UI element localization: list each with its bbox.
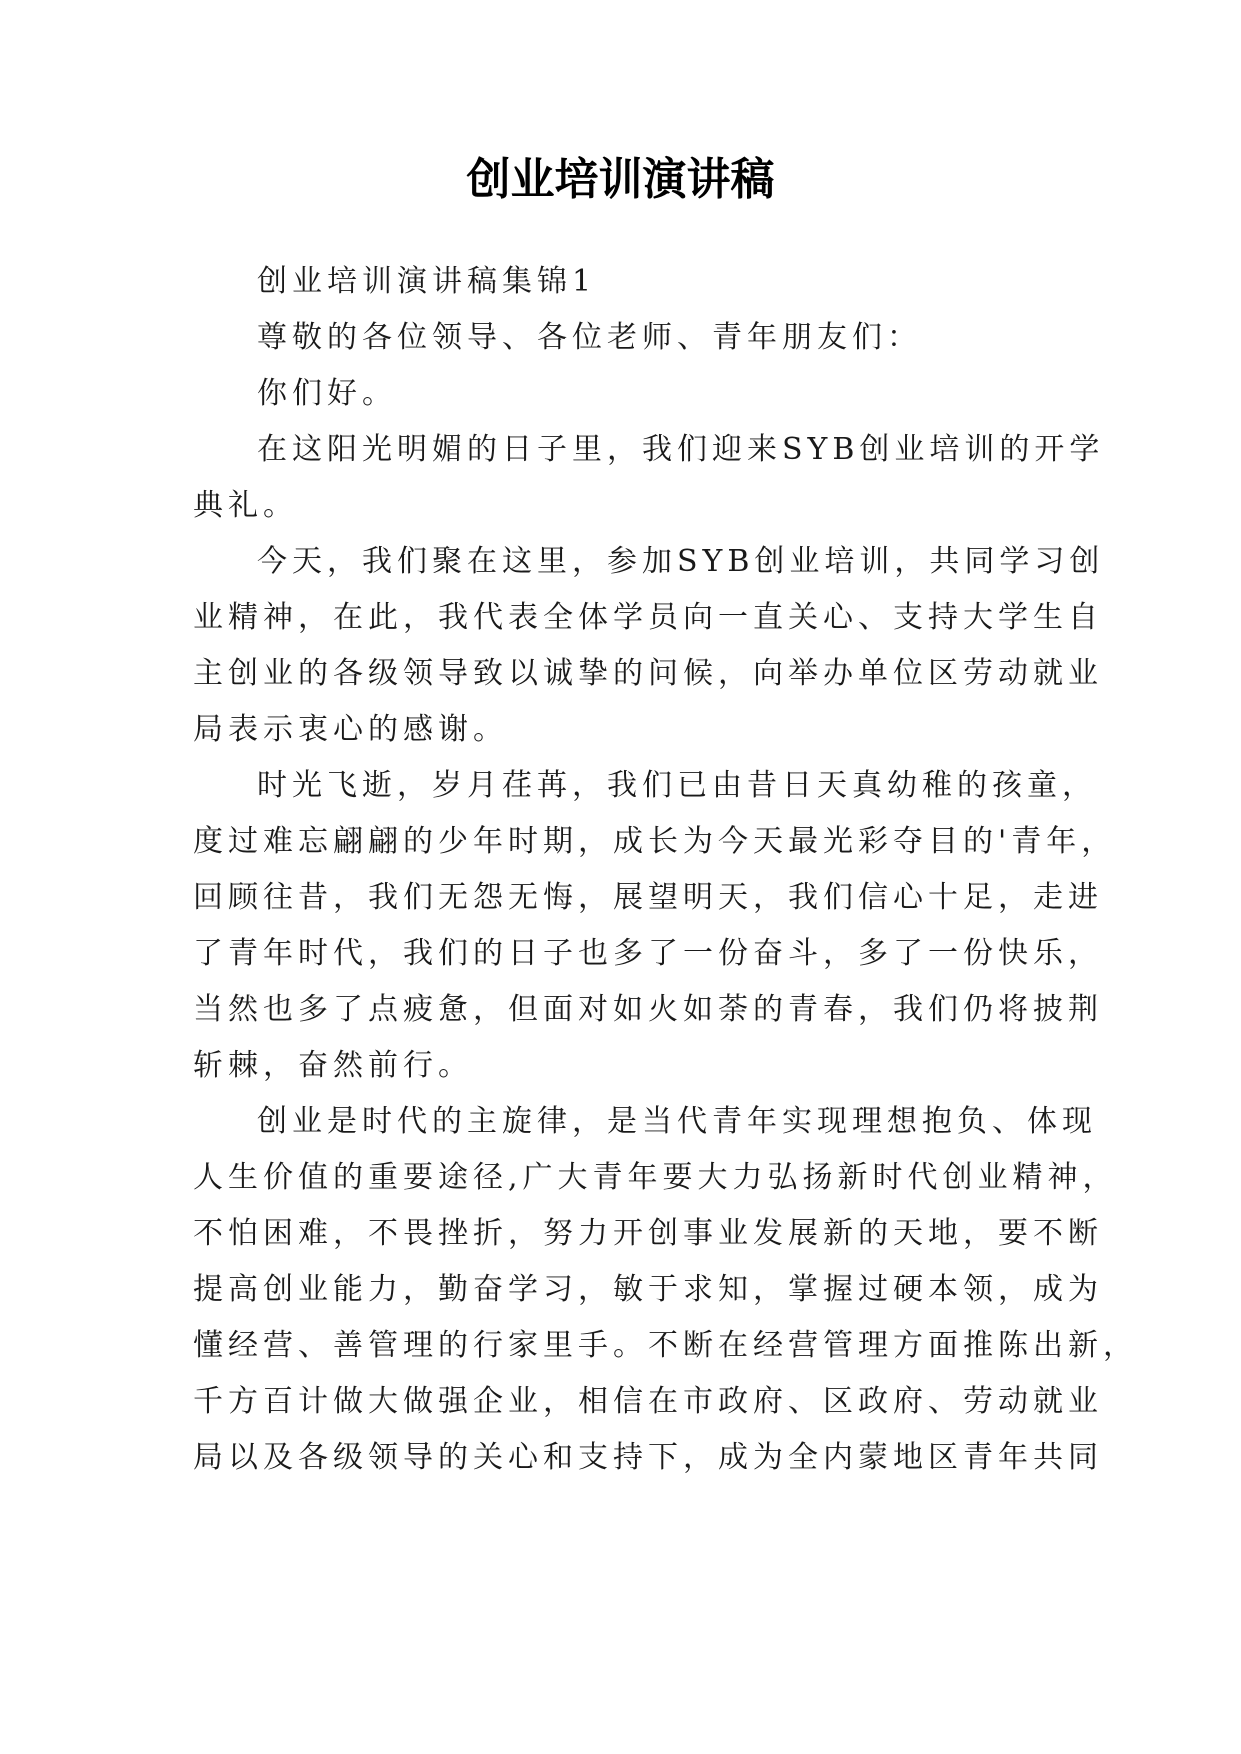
text-line: 度过难忘翩翩的少年时期，成长为今天最光彩夺目的'青年， bbox=[193, 824, 1117, 859]
text-line: 创业是时代的主旋律，是当代青年实现理想抱负、体现 bbox=[257, 1104, 1097, 1139]
text-line: 典礼。 bbox=[193, 488, 298, 523]
text-line: 局以及各级领导的关心和支持下，成为全内蒙地区青年共同 bbox=[193, 1440, 1103, 1475]
text-line: 斩棘，奋然前行。 bbox=[193, 1048, 473, 1083]
text-line: 局表示衷心的感谢。 bbox=[193, 712, 508, 747]
text-line: 尊敬的各位领导、各位老师、青年朋友们： bbox=[257, 320, 922, 355]
text-line: 不怕困难，不畏挫折，努力开创事业发展新的天地，要不断 bbox=[193, 1216, 1103, 1251]
text-line: 你们好。 bbox=[257, 376, 397, 411]
text-line: 时光飞逝，岁月荏苒，我们已由昔日天真幼稚的孩童， bbox=[257, 768, 1097, 803]
text-line: 回顾往昔，我们无怨无悔，展望明天，我们信心十足，走进 bbox=[193, 880, 1103, 915]
text-line: 了青年时代，我们的日子也多了一份奋斗，多了一份快乐， bbox=[193, 936, 1103, 971]
text-line: 今天，我们聚在这里，参加SYB创业培训，共同学习创 bbox=[257, 544, 1105, 579]
text-line: 在这阳光明媚的日子里，我们迎来SYB创业培训的开学 bbox=[257, 432, 1105, 467]
text-line: 业精神，在此，我代表全体学员向一直关心、支持大学生自 bbox=[193, 600, 1103, 635]
text-line: 当然也多了点疲惫，但面对如火如荼的青春，我们仍将披荆 bbox=[193, 992, 1103, 1027]
text-line: 千方百计做大做强企业，相信在市政府、区政府、劳动就业 bbox=[193, 1384, 1103, 1419]
document-title: 创业培训演讲稿 bbox=[466, 154, 775, 205]
text-line: 懂经营、善管理的行家里手。不断在经营管理方面推陈出新， bbox=[193, 1328, 1138, 1363]
text-line: 创业培训演讲稿集锦1 bbox=[257, 264, 597, 299]
text-line: 提高创业能力，勤奋学习，敏于求知，掌握过硬本领，成为 bbox=[193, 1272, 1103, 1307]
text-line: 主创业的各级领导致以诚挚的问候，向举办单位区劳动就业 bbox=[193, 656, 1103, 691]
text-line: 人生价值的重要途径,广大青年要大力弘扬新时代创业精神， bbox=[193, 1160, 1118, 1195]
